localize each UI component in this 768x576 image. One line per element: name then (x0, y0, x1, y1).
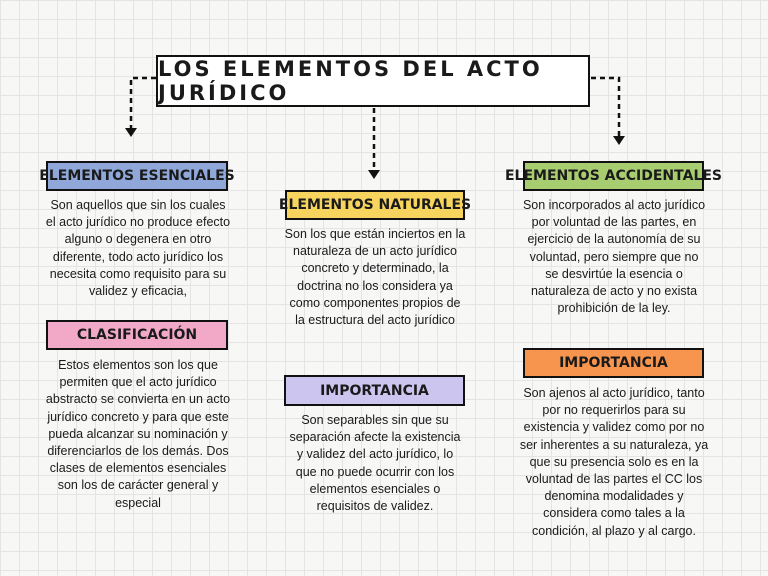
label-importancia-accidentales: IMPORTANCIA (523, 348, 704, 378)
label-elementos-esenciales: ELEMENTOS ESENCIALES (46, 161, 228, 191)
arrowhead-esenciales (125, 128, 137, 137)
label-clasificacion: CLASIFICACIÓN (46, 320, 228, 350)
text-importancia-naturales: Son separables sin que su separación afecte la existencia y validez del acto jurídico, lo que no puede ocurrir con los elementos esenciales o requisitos de validez. (289, 413, 461, 514)
label-elementos-accidentales: ELEMENTOS ACCIDENTALES (523, 161, 704, 191)
text-importancia-accidentales: Son ajenos al acto jurídico, tanto por no requerirlos para su existencia y validez como por no ser inherentes a su naturaleza, ya que su presencia solo es en la voluntad de las partes el CC los denomina modalidades y considera como tales a la condición, al plazo y al cargo. (519, 386, 709, 538)
arrow-to-esenciales (131, 78, 156, 128)
text-elementos-naturales: Son los que están inciertos en la naturaleza de un acto jurídico concreto y determinado, la doctrina no los considera ya como componentes propios de la estructura del acto jurídico (284, 227, 466, 328)
label-elementos-naturales: ELEMENTOS NATURALES (285, 190, 465, 220)
label-importancia-naturales: IMPORTANCIA (284, 375, 465, 406)
text-elementos-accidentales: Son incorporados al acto jurídico por voluntad de las partes, en ejercicio de la autonomía de su voluntad, pero siempre que no se desvirtúe la esencia o naturaleza de acto y no exista prohibición de la ley. (522, 198, 706, 316)
text-clasificacion: Estos elementos son los que permiten que el acto jurídico abstracto se convierta en un acto jurídico concreto y para que este pueda alcanzar su nominación y diferenciarlos de los demás. Dos clases de elementos esenciales son los de carácter general y especial (45, 358, 231, 510)
arrowhead-accidentales (613, 136, 625, 145)
text-elementos-esenciales: Son aquellos que sin los cuales el acto jurídico no produce efecto alguno o degenera en otro diferente, todo acto jurídico los necesita como requisito para su validez y eficacia, (45, 198, 231, 299)
arrow-to-accidentales (591, 78, 619, 136)
diagram-title: LOS ELEMENTOS DEL ACTO JURÍDICO (156, 55, 590, 107)
arrowhead-naturales (368, 170, 380, 179)
